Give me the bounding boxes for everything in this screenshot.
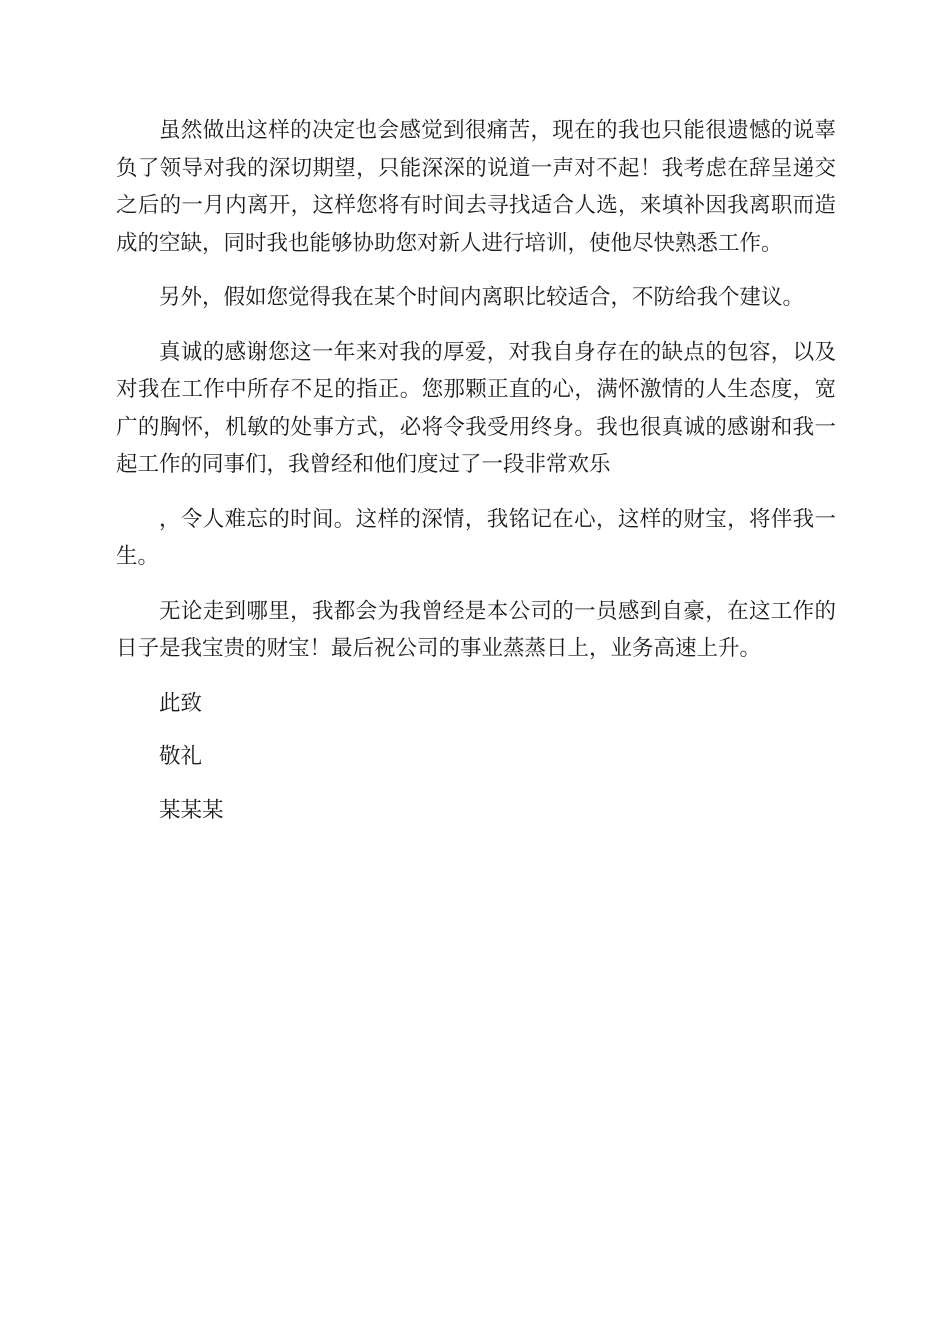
salutation-cizhi: 此致 <box>159 690 203 716</box>
signature: 某某某 <box>159 797 224 823</box>
salutation-jingli: 敬礼 <box>159 744 203 769</box>
letter-body <box>116 112 836 845</box>
paragraph-decision: 虽然做出这样的决定也会感觉到很痛苦，现在的我也只能很遗憾的说辜负了领导对我的深切期望，只能深深的说道一声对不起！我考虑在辞呈递交之后的一月内离开，这样您将有时间去寻找适合人选，来填补因我离职而造成的空缺，同时我也能够协助您对新人进行培训，使他尽快熟悉工作。 <box>116 118 836 256</box>
paragraph-suggestion: 另外，假如您觉得我在某个时间内离职比较适合，不防给我个建议。 <box>159 285 805 310</box>
paragraph-memories: ，令人难忘的时间。这样的深情，我铭记在心，这样的财宝，将伴我一生。 <box>116 506 836 569</box>
paragraph-wishes: 无论走到哪里，我都会为我曾经是本公司的一员感到自豪，在这工作的日子是我宝贵的财宝！最后祝公司的事业蒸蒸日上，业务高速上升。 <box>116 598 836 661</box>
paragraph-gratitude: 真诚的感谢您这一年来对我的厚爱，对我自身存在的缺点的包容，以及对我在工作中所存不足的指正。您那颗正直的心，满怀激情的人生态度，宽广的胸怀，机敏的处事方式，必将令我受用终身。我也很真诚的感谢和我一起工作的同事们，我曾经和他们度过了一段非常欢乐 <box>116 339 836 477</box>
